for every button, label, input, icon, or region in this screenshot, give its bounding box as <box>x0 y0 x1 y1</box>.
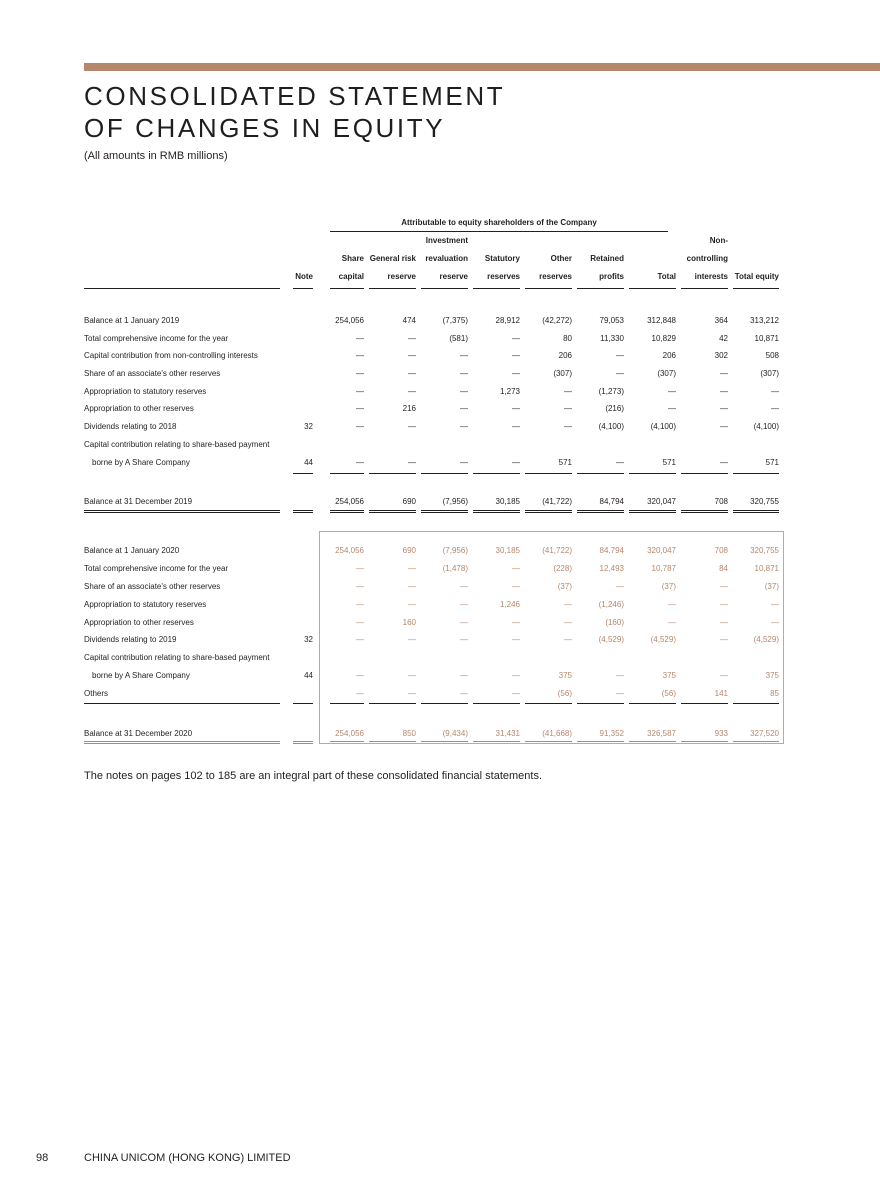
value-cell: — <box>408 334 416 343</box>
column-header <box>733 238 779 286</box>
subtotal-rule <box>629 473 676 474</box>
subtotal-rule <box>577 473 624 474</box>
value-cell: — <box>460 422 468 431</box>
value-cell: 1,273 <box>499 387 520 396</box>
note-cell: 44 <box>304 458 313 467</box>
column-header-text: reserve <box>439 272 468 281</box>
row-label: Capital contribution from non-controlling interests <box>84 351 258 360</box>
value-cell: (42,272) <box>542 316 572 325</box>
value-cell: 690 <box>402 546 416 555</box>
value-cell: 31,431 <box>495 729 520 738</box>
value-cell: 474 <box>402 316 416 325</box>
value-cell: (4,100) <box>650 422 676 431</box>
value-cell: — <box>356 351 364 360</box>
subtotal-rule <box>525 473 572 474</box>
value-cell: — <box>564 618 572 627</box>
value-cell: — <box>408 600 416 609</box>
value-cell: 312,848 <box>647 316 676 325</box>
value-cell: 84 <box>719 564 728 573</box>
value-cell: 313,212 <box>750 316 779 325</box>
value-cell: 30,185 <box>495 497 520 506</box>
subtotal-rule <box>330 473 364 474</box>
row-label: borne by A Share Company <box>92 458 190 467</box>
value-cell: — <box>564 422 572 431</box>
value-cell: — <box>356 689 364 698</box>
value-cell: 42 <box>719 334 728 343</box>
value-cell: — <box>771 618 779 627</box>
value-cell: 10,787 <box>651 564 676 573</box>
value-cell: (41,722) <box>542 546 572 555</box>
note-cell: 32 <box>304 422 313 431</box>
column-header-text: revaluation <box>425 254 468 263</box>
value-cell: 11,330 <box>600 334 624 343</box>
value-cell: — <box>408 369 416 378</box>
value-cell: 206 <box>558 351 572 360</box>
value-cell: — <box>771 404 779 413</box>
column-header <box>421 238 468 286</box>
table-row <box>0 316 880 330</box>
value-cell: — <box>616 351 624 360</box>
value-cell: 320,755 <box>750 546 779 555</box>
value-cell: — <box>408 564 416 573</box>
value-cell: — <box>512 422 520 431</box>
value-cell: — <box>616 458 624 467</box>
value-cell: 302 <box>714 351 728 360</box>
table-rule <box>84 510 280 513</box>
value-cell: — <box>512 458 520 467</box>
value-cell: 690 <box>402 497 416 506</box>
value-cell: 91,352 <box>599 729 624 738</box>
value-cell: (307) <box>760 369 779 378</box>
value-cell: — <box>720 387 728 396</box>
column-header-text: Share <box>341 254 364 263</box>
value-cell: (41,722) <box>542 497 572 506</box>
table-rule <box>330 510 364 513</box>
value-cell: — <box>668 387 676 396</box>
value-cell: — <box>720 458 728 467</box>
value-cell: — <box>460 600 468 609</box>
table-rule <box>293 510 313 513</box>
value-cell: — <box>356 671 364 680</box>
value-cell: — <box>668 404 676 413</box>
table-rule <box>369 510 416 513</box>
value-cell: 375 <box>662 671 676 680</box>
table-rule <box>293 703 313 704</box>
value-cell: — <box>408 635 416 644</box>
row-label: Appropriation to statutory reserves <box>84 387 207 396</box>
value-cell: — <box>720 600 728 609</box>
value-cell: (228) <box>553 564 572 573</box>
label-header-underline <box>84 288 280 289</box>
value-cell: (4,529) <box>650 635 676 644</box>
row-label: Balance at 31 December 2019 <box>84 497 193 506</box>
value-cell: — <box>460 671 468 680</box>
value-cell: — <box>356 369 364 378</box>
year-2020-highlight-box <box>319 531 784 744</box>
table-row <box>0 422 880 436</box>
table-rule <box>293 741 313 744</box>
value-cell: — <box>512 618 520 627</box>
value-cell: 79,053 <box>599 316 624 325</box>
value-cell: 10,871 <box>754 564 779 573</box>
value-cell: — <box>512 564 520 573</box>
note-cell: 32 <box>304 635 313 644</box>
column-header-text: interests <box>694 272 728 281</box>
value-cell: (56) <box>661 689 676 698</box>
value-cell: (37) <box>661 582 676 591</box>
value-cell: — <box>356 334 364 343</box>
value-cell: (4,529) <box>753 635 779 644</box>
note-rule <box>293 473 313 474</box>
row-label: Balance at 31 December 2020 <box>84 729 193 738</box>
page-number: 98 <box>36 1152 49 1164</box>
value-cell: 571 <box>558 458 572 467</box>
attributable-underline <box>330 231 668 232</box>
value-cell: — <box>512 689 520 698</box>
value-cell: — <box>356 635 364 644</box>
value-cell: — <box>460 689 468 698</box>
value-cell: — <box>356 422 364 431</box>
column-header <box>525 238 572 286</box>
table-rule <box>525 510 572 513</box>
table-rule <box>84 703 280 704</box>
value-cell: (160) <box>605 618 624 627</box>
value-cell: 254,056 <box>335 316 364 325</box>
column-header-text: Statutory <box>484 254 520 263</box>
table-row <box>0 440 880 454</box>
subtotal-rule <box>681 473 728 474</box>
table-rule <box>577 510 624 513</box>
table-rule <box>629 510 676 513</box>
value-cell: 1,246 <box>499 600 520 609</box>
value-cell: (37) <box>764 582 779 591</box>
value-cell: — <box>720 635 728 644</box>
value-cell: 375 <box>558 671 572 680</box>
row-label: Share of an associate's other reserves <box>84 582 221 591</box>
value-cell: 84,794 <box>599 497 624 506</box>
value-cell: (1,273) <box>598 387 624 396</box>
column-header-underline <box>369 288 416 289</box>
title-line-2: OF CHANGES IN EQUITY <box>84 113 446 143</box>
value-cell: — <box>460 458 468 467</box>
value-cell: — <box>460 618 468 627</box>
value-cell: — <box>512 404 520 413</box>
row-label: Appropriation to statutory reserves <box>84 600 207 609</box>
table-row <box>0 387 880 401</box>
row-label: Appropriation to other reserves <box>84 404 194 413</box>
value-cell: — <box>616 582 624 591</box>
page-title <box>84 80 505 144</box>
column-header-text: reserve <box>387 272 416 281</box>
column-header-text: controlling <box>686 254 728 263</box>
value-cell: — <box>408 671 416 680</box>
value-cell: 85 <box>770 689 779 698</box>
column-header-text: reserves <box>487 272 520 281</box>
value-cell: 375 <box>765 671 779 680</box>
value-cell: — <box>668 600 676 609</box>
page-subtitle: (All amounts in RMB millions) <box>84 150 228 162</box>
value-cell: — <box>512 635 520 644</box>
value-cell: — <box>460 582 468 591</box>
value-cell: 571 <box>765 458 779 467</box>
value-cell: — <box>512 334 520 343</box>
value-cell: 254,056 <box>335 546 364 555</box>
column-header-underline <box>577 288 624 289</box>
value-cell: — <box>720 404 728 413</box>
column-header-text: Total <box>657 272 676 281</box>
value-cell: (41,668) <box>542 729 572 738</box>
value-cell: 30,185 <box>495 546 520 555</box>
value-cell: 326,587 <box>647 729 676 738</box>
value-cell: — <box>720 582 728 591</box>
value-cell: — <box>408 422 416 431</box>
table-rule <box>733 510 779 513</box>
column-header-text: Total equity <box>734 272 779 281</box>
value-cell: — <box>408 582 416 591</box>
value-cell: 10,829 <box>651 334 676 343</box>
company-name: CHINA UNICOM (HONG KONG) LIMITED <box>84 1152 291 1164</box>
value-cell: — <box>616 689 624 698</box>
value-cell: — <box>408 689 416 698</box>
table-row <box>0 369 880 383</box>
column-header-text: reserves <box>539 272 572 281</box>
value-cell: 508 <box>765 351 779 360</box>
value-cell: 933 <box>714 729 728 738</box>
footnote: The notes on pages 102 to 185 are an integral part of these consolidated financial statements. <box>84 770 543 782</box>
value-cell: 206 <box>662 351 676 360</box>
column-header-text: General risk <box>369 254 416 263</box>
column-header-text: Investment <box>425 236 468 245</box>
value-cell: — <box>512 351 520 360</box>
column-header-text: Note <box>295 272 313 281</box>
value-cell: — <box>460 404 468 413</box>
value-cell: 571 <box>662 458 676 467</box>
value-cell: 320,047 <box>647 546 676 555</box>
value-cell: (4,100) <box>598 422 624 431</box>
row-label: Capital contribution relating to share-based payment <box>84 440 270 449</box>
table-row <box>0 334 880 348</box>
value-cell: 708 <box>714 546 728 555</box>
value-cell: — <box>512 369 520 378</box>
subtotal-rule <box>473 473 520 474</box>
row-label: Capital contribution relating to share-based payment <box>84 653 270 662</box>
value-cell: — <box>616 369 624 378</box>
value-cell: — <box>460 369 468 378</box>
value-cell: 254,056 <box>335 729 364 738</box>
value-cell: (37) <box>557 582 572 591</box>
value-cell: — <box>356 404 364 413</box>
title-line-1: CONSOLIDATED STATEMENT <box>84 81 506 111</box>
value-cell: 80 <box>563 334 572 343</box>
value-cell: — <box>408 351 416 360</box>
column-header-underline <box>330 288 364 289</box>
column-header-text: profits <box>599 272 624 281</box>
value-cell: 84,794 <box>599 546 624 555</box>
value-cell: — <box>564 404 572 413</box>
column-header <box>629 238 676 286</box>
value-cell: 320,047 <box>647 497 676 506</box>
row-label: Share of an associate's other reserves <box>84 369 221 378</box>
column-header-text: Other <box>550 254 572 263</box>
column-header <box>293 238 313 286</box>
value-cell: 12,493 <box>599 564 624 573</box>
column-header-underline <box>421 288 468 289</box>
row-label: Dividends relating to 2019 <box>84 635 177 644</box>
row-label: Balance at 1 January 2019 <box>84 316 180 325</box>
value-cell: — <box>720 369 728 378</box>
value-cell: — <box>460 387 468 396</box>
value-cell: 160 <box>402 618 416 627</box>
column-header-underline <box>629 288 676 289</box>
column-header-underline <box>525 288 572 289</box>
value-cell: — <box>720 422 728 431</box>
value-cell: (307) <box>657 369 676 378</box>
value-cell: — <box>616 671 624 680</box>
value-cell: (7,956) <box>442 546 468 555</box>
value-cell: 254,056 <box>335 497 364 506</box>
subtotal-rule <box>369 473 416 474</box>
value-cell: 364 <box>714 316 728 325</box>
value-cell: — <box>408 387 416 396</box>
column-header-text: capital <box>338 272 364 281</box>
value-cell: — <box>408 458 416 467</box>
row-label: Total comprehensive income for the year <box>84 564 229 573</box>
value-cell: (216) <box>605 404 624 413</box>
row-label: borne by A Share Company <box>92 671 190 680</box>
value-cell: 708 <box>714 497 728 506</box>
column-header-underline <box>293 288 313 289</box>
value-cell: (4,100) <box>753 422 779 431</box>
row-label: Balance at 1 January 2020 <box>84 546 180 555</box>
value-cell: — <box>564 600 572 609</box>
value-cell: 141 <box>714 689 728 698</box>
column-header-underline <box>681 288 728 289</box>
value-cell: — <box>356 582 364 591</box>
column-header <box>681 238 728 286</box>
column-header <box>473 238 520 286</box>
value-cell: 320,755 <box>750 497 779 506</box>
value-cell: 850 <box>402 729 416 738</box>
column-header-underline <box>473 288 520 289</box>
table-row <box>0 404 880 418</box>
column-header <box>369 238 416 286</box>
value-cell: — <box>356 387 364 396</box>
value-cell: — <box>564 635 572 644</box>
value-cell: — <box>356 618 364 627</box>
value-cell: (7,956) <box>442 497 468 506</box>
value-cell: — <box>771 387 779 396</box>
table-rule <box>84 741 280 744</box>
table-rule <box>473 510 520 513</box>
value-cell: (9,434) <box>442 729 468 738</box>
subtotal-rule <box>733 473 779 474</box>
value-cell: (56) <box>557 689 572 698</box>
column-header-text: Non- <box>709 236 728 245</box>
value-cell: (4,529) <box>598 635 624 644</box>
table-rule <box>421 510 468 513</box>
value-cell: — <box>771 600 779 609</box>
top-accent-bar <box>84 63 880 71</box>
value-cell: — <box>668 618 676 627</box>
value-cell: — <box>564 387 572 396</box>
row-label: Others <box>84 689 109 698</box>
attributable-header: Attributable to equity shareholders of the Company <box>401 218 597 227</box>
subtotal-rule <box>421 473 468 474</box>
row-label: Total comprehensive income for the year <box>84 334 229 343</box>
note-cell: 44 <box>304 671 313 680</box>
value-cell: (1,246) <box>598 600 624 609</box>
value-cell: — <box>720 671 728 680</box>
table-row <box>0 497 880 511</box>
column-header <box>577 238 624 286</box>
value-cell: (581) <box>449 334 468 343</box>
column-header-underline <box>733 288 779 289</box>
value-cell: — <box>460 351 468 360</box>
column-header-text: Retained <box>590 254 624 263</box>
table-row <box>0 351 880 365</box>
value-cell: (307) <box>553 369 572 378</box>
value-cell: — <box>512 582 520 591</box>
value-cell: 327,520 <box>750 729 779 738</box>
value-cell: (7,375) <box>442 316 468 325</box>
value-cell: (1,478) <box>442 564 468 573</box>
column-header <box>330 238 364 286</box>
value-cell: — <box>356 600 364 609</box>
value-cell: 10,871 <box>754 334 779 343</box>
value-cell: 216 <box>402 404 416 413</box>
table-row <box>0 458 880 472</box>
value-cell: — <box>356 458 364 467</box>
value-cell: — <box>512 671 520 680</box>
value-cell: — <box>356 564 364 573</box>
value-cell: — <box>460 635 468 644</box>
value-cell: — <box>720 618 728 627</box>
value-cell: 28,912 <box>495 316 520 325</box>
row-label: Dividends relating to 2018 <box>84 422 177 431</box>
row-label: Appropriation to other reserves <box>84 618 194 627</box>
table-rule <box>681 510 728 513</box>
